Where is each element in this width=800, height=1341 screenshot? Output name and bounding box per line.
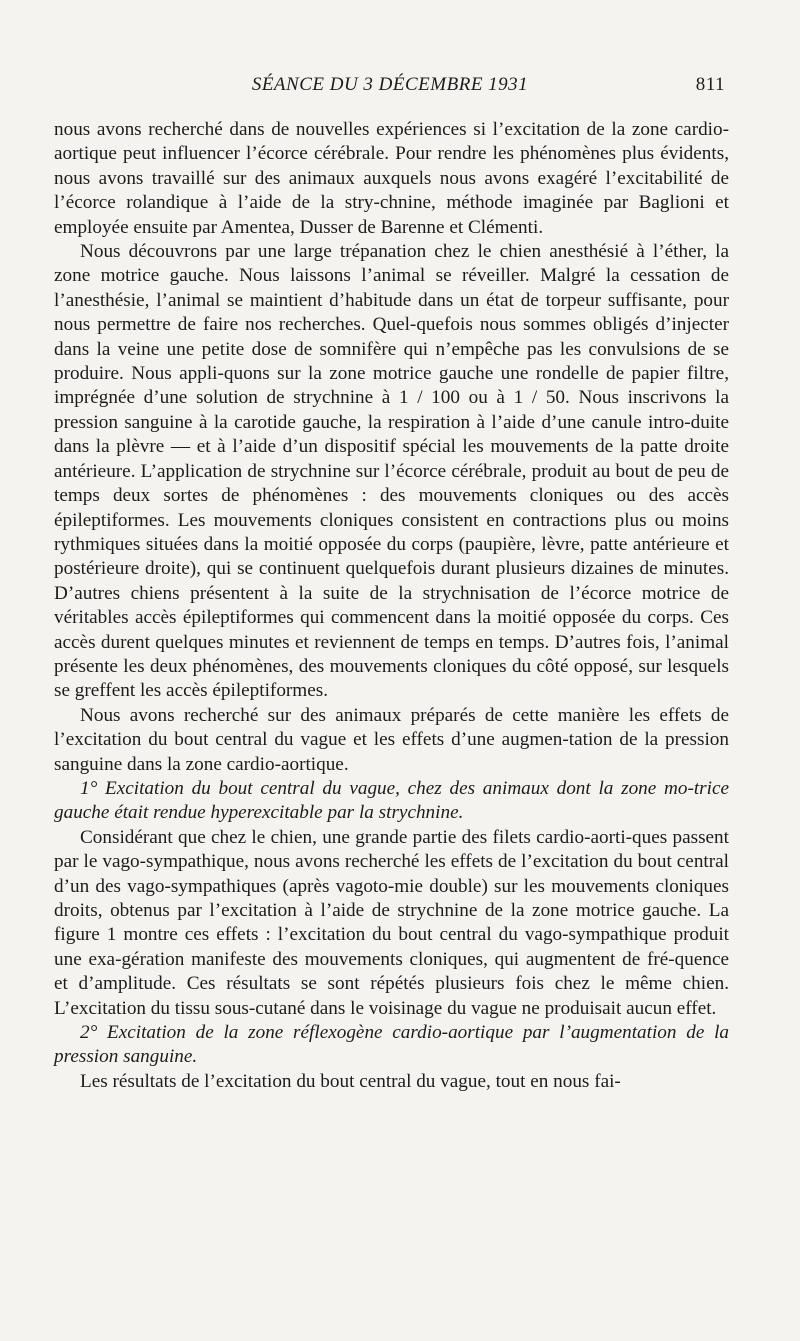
paragraph: nous avons recherché dans de nouvelles expériences si l’excitation de la zone cardio-aortique peut influencer l’écorce cérébrale. Pour rendre les phénomènes plus évidents, nous avons travaillé sur des animaux auxquels nous avons exagéré l’excitabilité de l’écorce rolandique à l’aide de la stry-chnine, méthode imaginée par Baglioni et employée ensuite par Amentea, Dusser de Barenne et Clémenti. bbox=[54, 119, 729, 238]
paragraph: Considérant que chez le chien, une grande partie des filets cardio-aorti-ques passent par le vago-sympathique, nous avons recherché les effets de l’excitation du bout central d’un des vago-sympathiques (après vagoto-mie double) sur les mouvements cloniques droits, obtenus par l’excitation à l’aide de strychnine de la zone motrice gauche. La figure 1 montre ces effets : l’excitation du bout central du vago-sympathique produit une exa-gération manifeste des mouvements cloniques, qui augmentent de fré-quence et d’amplitude. Ces résultats se sont répétés plusieurs fois chez le même chien. L’excitation du tissu sous-cutané dans le voisinage du vague ne produisait aucun effet. bbox=[54, 826, 729, 1019]
page-number: 811 bbox=[695, 74, 725, 95]
section-heading: 1° Excitation du bout central du vague, chez des animaux dont la zone mo-trice gauche était rendue hyperexcitable par la strychnine. bbox=[54, 777, 729, 824]
paragraph: Les résultats de l’excitation du bout central du vague, tout en nous fai- bbox=[80, 1070, 621, 1092]
section-heading: 2° Excitation de la zone réflexogène cardio-aortique par l’augmentation de la pression sanguine. bbox=[54, 1022, 729, 1068]
running-head: SÉANCE DU 3 DÉCEMBRE 1931 bbox=[251, 74, 529, 95]
paragraph: Nous découvrons par une large trépanation chez le chien anesthésié à l’éther, la zone motrice gauche. Nous laissons l’animal se réveiller. Malgré la cessation de l’anesthésie, l’animal se maintient d’habitude dans un état de torpeur suffisante, pour nous permettre de faire nos recherches. Quel-quefois nous sommes obligés d’injecter dans la veine une petite dose de somnifère qui n’empêche pas les convulsions de se produire. Nous appli-quons sur la zone motrice gauche une rondelle de papier filtre, imprégnée d’une solution de strychnine à 1 / 100 ou à 1 / 50. Nous inscrivons la pression sanguine à la carotide gauche, la respiration à l’aide d’une canule intro-duite dans la plèvre — et à l’aide d’un dispositif spécial les mouvements de la patte droite antérieure. L’application de strychnine sur l’écorce cérébrale, produit au bout de peu de temps deux sortes de phénomènes : des mouvements cloniques ou des accès épileptiformes. Les mouvements cloniques consistent en contractions plus ou moins rythmiques situées dans la moitié opposée du corps (paupière, lèvre, patte antérieure et postérieure droite), qui se continuent quelquefois durant plusieurs dizaines de minutes. D’autres chiens présentent à la suite de la strychnisation de l’écorce motrice de véritables accès épileptiformes qui commencent dans la moitié opposée du corps. Ces accès durent quelques minutes et reviennent de temps en temps. D’autres fois, l’animal présente les deux phénomènes, des mouvements cloniques du côté opposé, sur lesquels se greffent les accès épileptiformes. bbox=[54, 241, 729, 702]
article-body bbox=[54, 118, 729, 1094]
paragraph: Nous avons recherché sur des animaux préparés de cette manière les effets de l’excitation du bout central du vague et les effets d’une augmen-tation de la pression sanguine dans la zone cardio-aortique. bbox=[54, 704, 729, 775]
page-header bbox=[55, 74, 725, 104]
